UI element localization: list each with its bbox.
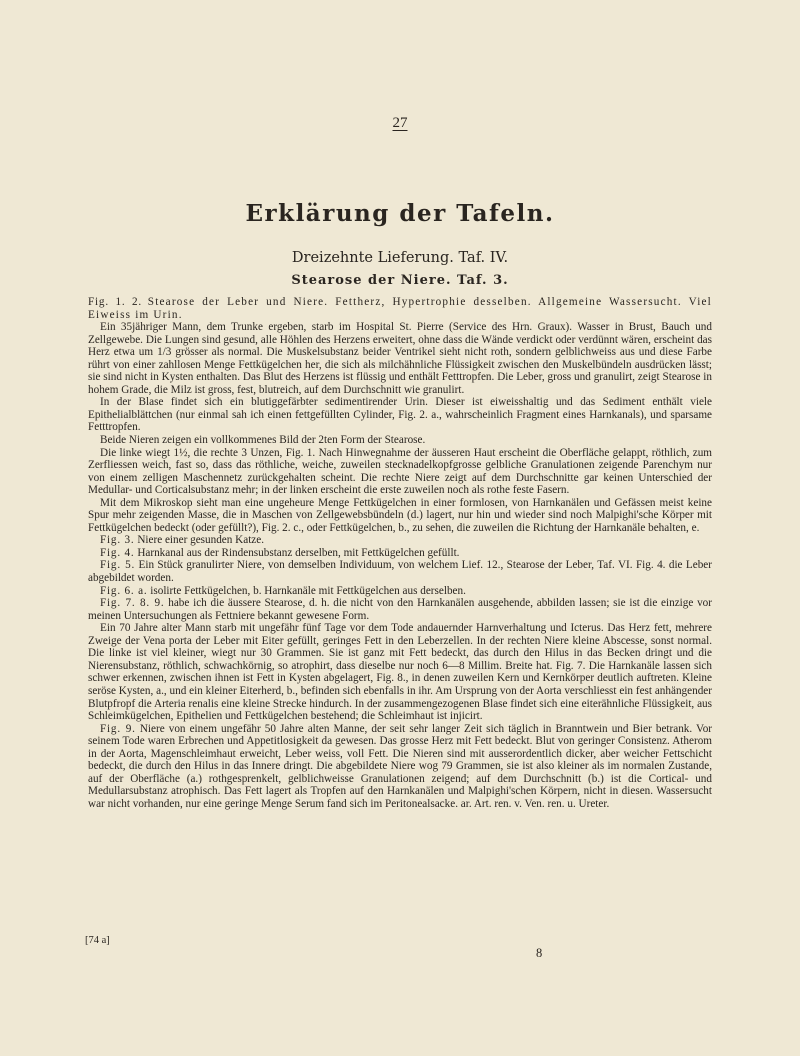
figure-label: Fig. 6. a. <box>100 584 148 597</box>
paragraph-text: Ein 70 Jahre alter Mann starb mit ungefähr fünf Tage vor dem Tode andauernder Harnverhaltung und Icterus. Das Herz fett, mehrere Zweige der Vena porta der Leber mit Eiter gefüllt, geringes Fett in den Leberzellen. In der rechten Niere kleine Abscesse, sonst normal. Die linke ist viel kleiner, wiegt nur 30 Grammen. Sie ist ganz mit Fett bedeckt, das durch den Hilus in das Becken dringt und die Nierensubstanz, röthlich, schwachkörnig, so atrophirt, dass dieselbe nur noch 6—8 Millim. Breite hat. Fig. 7. Die Harnkanäle lassen sich schwer erkennen, zwischen ihnen ist Fett in Kysten abgelagert, Fig. 8., in denen zuweilen Kern und Kernkörper deutlich auftreten. Kleine seröse Kysten, a., und ein kleiner Eiterherd, b., befinden sich ebenfalls in ihr. Am Ursprung von der Aorta verschliesst ein fest anhängender Blutpfropf die Arteria renalis eine kleine Strecke hindurch. In der zusammengezogenen Blase findet sich eine eiterähnliche Flüssigkeit, aus Schleimkügelchen, Epithelien und Fettkügelchen bestehend; die Schleimhaut ist injicirt. <box>88 622 712 723</box>
paragraph <box>88 597 712 622</box>
figure-label: Fig. 9. <box>100 722 136 735</box>
paragraph-text: Die linke wiegt 1½, die rechte 3 Unzen, Fig. 1. Nach Hinwegnahme der äusseren Haut erscheint die Oberfläche gelappt, röthlich, zum Zerfliessen weich, fast so, dass das röthliche, weiche, zuweilen stecknadelkopfgrosse gelbliche Granulationen zeigende Parenchym nur von einem zelligen Maschennetz zurückgehalten scheint. Die rechte Niere zeigt auf dem Durchschnitte gar keinen Unterschied der Medullar- und Corticalsubstanz mehr; in der linken erscheint die erste zuweilen noch als rothe feste Fasern. <box>88 446 712 497</box>
paragraph <box>88 534 712 547</box>
figure-label: Fig. 3. <box>100 534 135 547</box>
paragraph-text: Ein 35jähriger Mann, dem Trunke ergeben, starb im Hospital St. Pierre (Service des Hrn. Graux). Wasser in Brust, Bauch und Zellgewebe. Die Lungen sind gesund, alle Höhlen des Herzens erweitert, ohne dass die Wände verdickt oder verdünnt wären, erscheint das Herz etwa um 1/3 grösser als normal. Die Muskelsubstanz beider Ventrikel sieht nicht roth, sondern gelblichweiss aus und diese Farbe rührt von einer zahllosen Menge Fettkügelchen her, die sich als milchähnliche Flüssigkeit zwischen den Muskelbündeln ausdrücken lässt; sie sind nicht in Kysten enthalten. Das Blut des Herzens ist flüssig und enthält Fetttropfen. Die Leber, gross und granulirt, zeigt Stearose in hohem Grade, die Milz ist gross, fest, blutreich, auf dem Durchschnitt wie granulirt. <box>88 321 712 396</box>
footer-signature-mark: [74 a] <box>85 935 110 946</box>
paragraph <box>88 585 712 598</box>
footer-sheet-number: 8 <box>536 946 543 960</box>
paragraph <box>88 622 712 722</box>
paragraph <box>88 447 712 497</box>
paragraph <box>88 559 712 584</box>
paragraph-text: Niere von einem ungefähr 50 Jahre alten Manne, der seit sehr langer Zeit sich täglich in Branntwein und Bier betrank. Vor seinem Tode waren Erbrechen und Appetitlosigkeit da gewesen. Das grosse Herz mit Fett bedeckt. Blut von geringer Consistenz. Atherom in der Aorta, Magenschleimhaut erweicht, Leber weiss, voll Fett. Die Nieren sind mit ausserordentlich dicker, aber weicher Fettschicht bedeckt, die durch den Hilus in das Innere dringt. Die abgebildete Niere wog 79 Grammen, sie ist also kleiner als im normalen Zustande, auf der Oberfläche (a.) rothgesprenkelt, gelblichweisse Granulationen zeigend; auf dem Durchschnitt (b.) ist die Cortical- und Medullarsubstanz atrophisch. Das Fett lagert als Tropfen auf den Harnkanälen und Malpighi'schen Körpern, nicht in diesen. Wassersucht war nicht vorhanden, nur eine geringe Menge Serum fand sich im Peritonealsacke. ar. Art. ren. v. Ven. ren. u. Ureter. <box>88 722 713 810</box>
figure-label: Fig. 1. 2. <box>88 296 143 308</box>
paragraph-text: Beide Nieren zeigen ein vollkommenes Bild der 2ten Form der Stearose. <box>100 434 426 447</box>
paragraph-text: Niere einer gesunden Katze. <box>137 534 265 547</box>
paragraph-text: Ein Stück granulirter Niere, von demselben Individuum, von welchem Lief. 12., Stearose der Leber, Taf. VI. Fig. 4. die Leber abgebildet worden. <box>88 559 712 585</box>
body-text <box>88 296 712 810</box>
page-title: Erklärung der Tafeln. <box>245 200 555 227</box>
paragraph <box>88 296 712 321</box>
paragraph-text: In der Blase findet sich ein blutiggefärbter sedimentirender Urin. Dieser ist eiweisshaltig und das Sediment enthält viele Epithelialblättchen (nur einmal sah ich einen fettgefüllten Cylinder, Fig. 2. a., wahrscheinlich Fragment eines Harnkanals), und sparsame Fetttropfen. <box>88 396 712 434</box>
figure-label: Fig. 7. 8. 9. <box>100 597 165 610</box>
paragraph-text: isolirte Fettkügelchen, b. Harnkanäle mit Fettkügelchen aus derselben. <box>150 584 466 597</box>
paragraph <box>88 547 712 560</box>
subtitle: Dreizehnte Lieferung. Taf. IV. <box>291 250 509 266</box>
paragraph-text: Stearose der Leber und Niere. Fettherz, Hypertrophie desselben. Allgemeine Wassersucht. Viel Eiweiss im Urin. <box>88 296 712 321</box>
paragraph-text: habe ich die äussere Stearose, d. h. die nicht von den Harnkanälen ausgehende, abbilden lassen; sie ist die einzige vor meinen Untersuchungen als Fettniere bekannt gewesene Form. <box>88 597 712 622</box>
paragraph <box>88 396 712 434</box>
paragraph-text: Mit dem Mikroskop sieht man eine ungeheure Menge Fettkügelchen in einer formlosen, von Harnkanälen und Gefässen meist keine Spur mehr zeigenden Masse, die in Maschen von Zellgewebsbündeln (d.) lagert, nur hin und wieder sind noch Malpighi'sche Körper mit Fettkügelchen bedeckt (oder gefüllt?), Fig. 2. c., oder Fettkügelchen, b., zu sehen, die zuweilen die Richtung der Harnkanäle behalten, e. <box>88 496 712 534</box>
figure-label: Fig. 4. <box>100 546 135 559</box>
page-number: 27 <box>392 115 408 131</box>
paragraph-text: Harnkanal aus der Rindensubstanz derselben, mit Fettkügelchen gefüllt. <box>137 546 460 559</box>
figure-label: Fig. 5. <box>100 559 136 572</box>
paragraph <box>88 497 712 535</box>
paragraph <box>88 321 712 396</box>
paragraph <box>88 434 712 447</box>
section-title: Stearose der Niere. Taf. 3. <box>291 273 509 288</box>
paragraph <box>88 723 712 811</box>
